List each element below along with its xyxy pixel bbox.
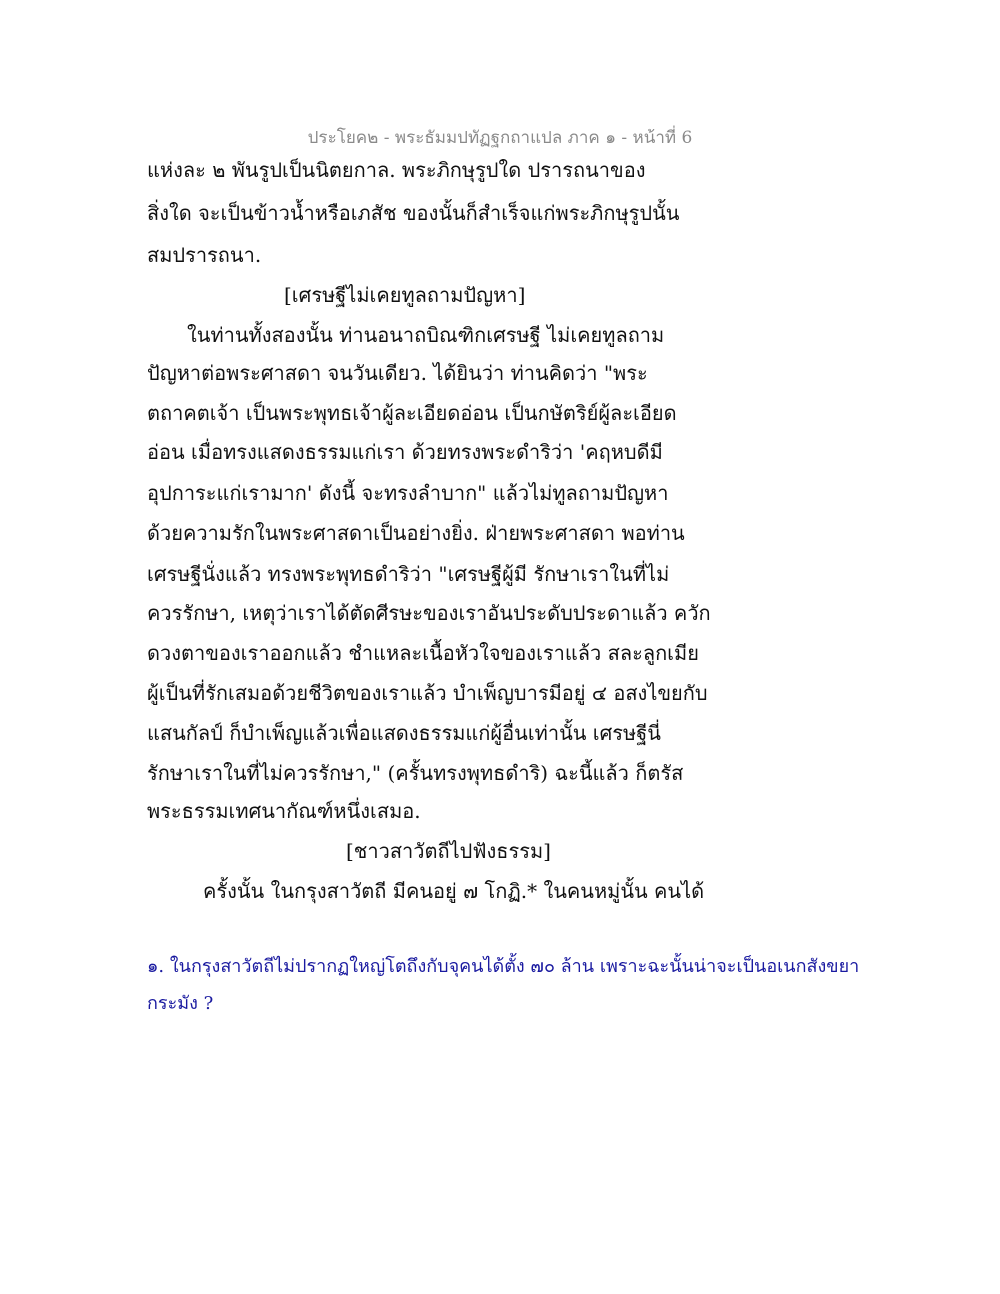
body-line: อ่อน เมื่อทรงแสดงธรรมแก่เรา ด้วยทรงพระดำริว่า 'คฤหบดีมี <box>147 440 663 464</box>
body-line: แห่งละ ๒ พันรูปเป็นนิตยกาล. พระภิกษุรูปใด ปรารถนาของ <box>147 158 646 182</box>
footnote-line: กระมัง ? <box>147 993 214 1014</box>
body-line: สมปรารถนา. <box>147 243 262 267</box>
body-line: ดวงตาของเราออกแล้ว ชำแหละเนื้อหัวใจของเราแล้ว สละลูกเมีย <box>147 641 699 665</box>
body-line: อุปการะแก่เรามาก' ดังนี้ จะทรงลำบาก" แล้วไม่ทูลถามปัญหา <box>147 481 669 505</box>
body-line: ครั้งนั้น ในกรุงสาวัตถี มีคนอยู่ ๗ โกฏิ.* ในคนหมู่นั้น คนได้ <box>203 879 705 903</box>
body-line: รักษาเราในที่ไม่ควรรักษา," (ครั้นทรงพุทธดำริ) ฉะนี้แล้ว ก็ตรัส <box>147 761 684 785</box>
running-header: ประโยค๒ - พระธัมมปทัฏฐกถาแปล ภาค ๑ - หน้าที่ 6 <box>307 128 693 148</box>
body-line: พระธรรมเทศนากัณฑ์หนึ่งเสมอ. <box>147 799 421 823</box>
body-line: ผู้เป็นที่รักเสมอด้วยชีวิตของเราแล้ว บำเพ็ญบารมีอยู่ ๔ อสงไขยกับ <box>147 681 708 705</box>
section-heading: [ชาวสาวัตถีไปฟังธรรม] <box>346 839 551 863</box>
body-line: ด้วยความรักในพระศาสดาเป็นอย่างยิ่ง. ฝ่ายพระศาสดา พอท่าน <box>147 521 685 545</box>
body-line: ควรรักษา, เหตุว่าเราได้ตัดศีรษะของเราอันประดับประดาแล้ว ควัก <box>147 601 711 625</box>
body-line: เศรษฐีนั่งแล้ว ทรงพระพุทธดำริว่า "เศรษฐีผู้มี รักษาเราในที่ไม่ <box>147 562 670 586</box>
body-line: แสนกัลป์ ก็บำเพ็ญแล้วเพื่อแสดงธรรมแก่ผู้อื่นเท่านั้น เศรษฐีนี่ <box>147 721 661 745</box>
body-line: สิ่งใด จะเป็นข้าวน้ำหรือเภสัช ของนั้นก็สำเร็จแก่พระภิกษุรูปนั้น <box>147 201 680 225</box>
section-heading: [เศรษฐีไม่เคยทูลถามปัญหา] <box>284 283 526 307</box>
body-line: ปัญหาต่อพระศาสดา จนวันเดียว. ได้ยินว่า ท่านคิดว่า "พระ <box>147 361 648 385</box>
body-line: ตถาคตเจ้า เป็นพระพุทธเจ้าผู้ละเอียดอ่อน เป็นกษัตริย์ผู้ละเอียด <box>147 401 677 425</box>
body-line: ในท่านทั้งสองนั้น ท่านอนาถบิณฑิกเศรษฐี ไม่เคยทูลถาม <box>187 323 665 347</box>
footnote-line: ๑. ในกรุงสาวัตถีไม่ปรากฏใหญ่โตถึงกับจุคนได้ตั้ง ๗๐ ล้าน เพราะฉะนั้นน่าจะเป็นอเนกสังขยา <box>147 956 860 977</box>
